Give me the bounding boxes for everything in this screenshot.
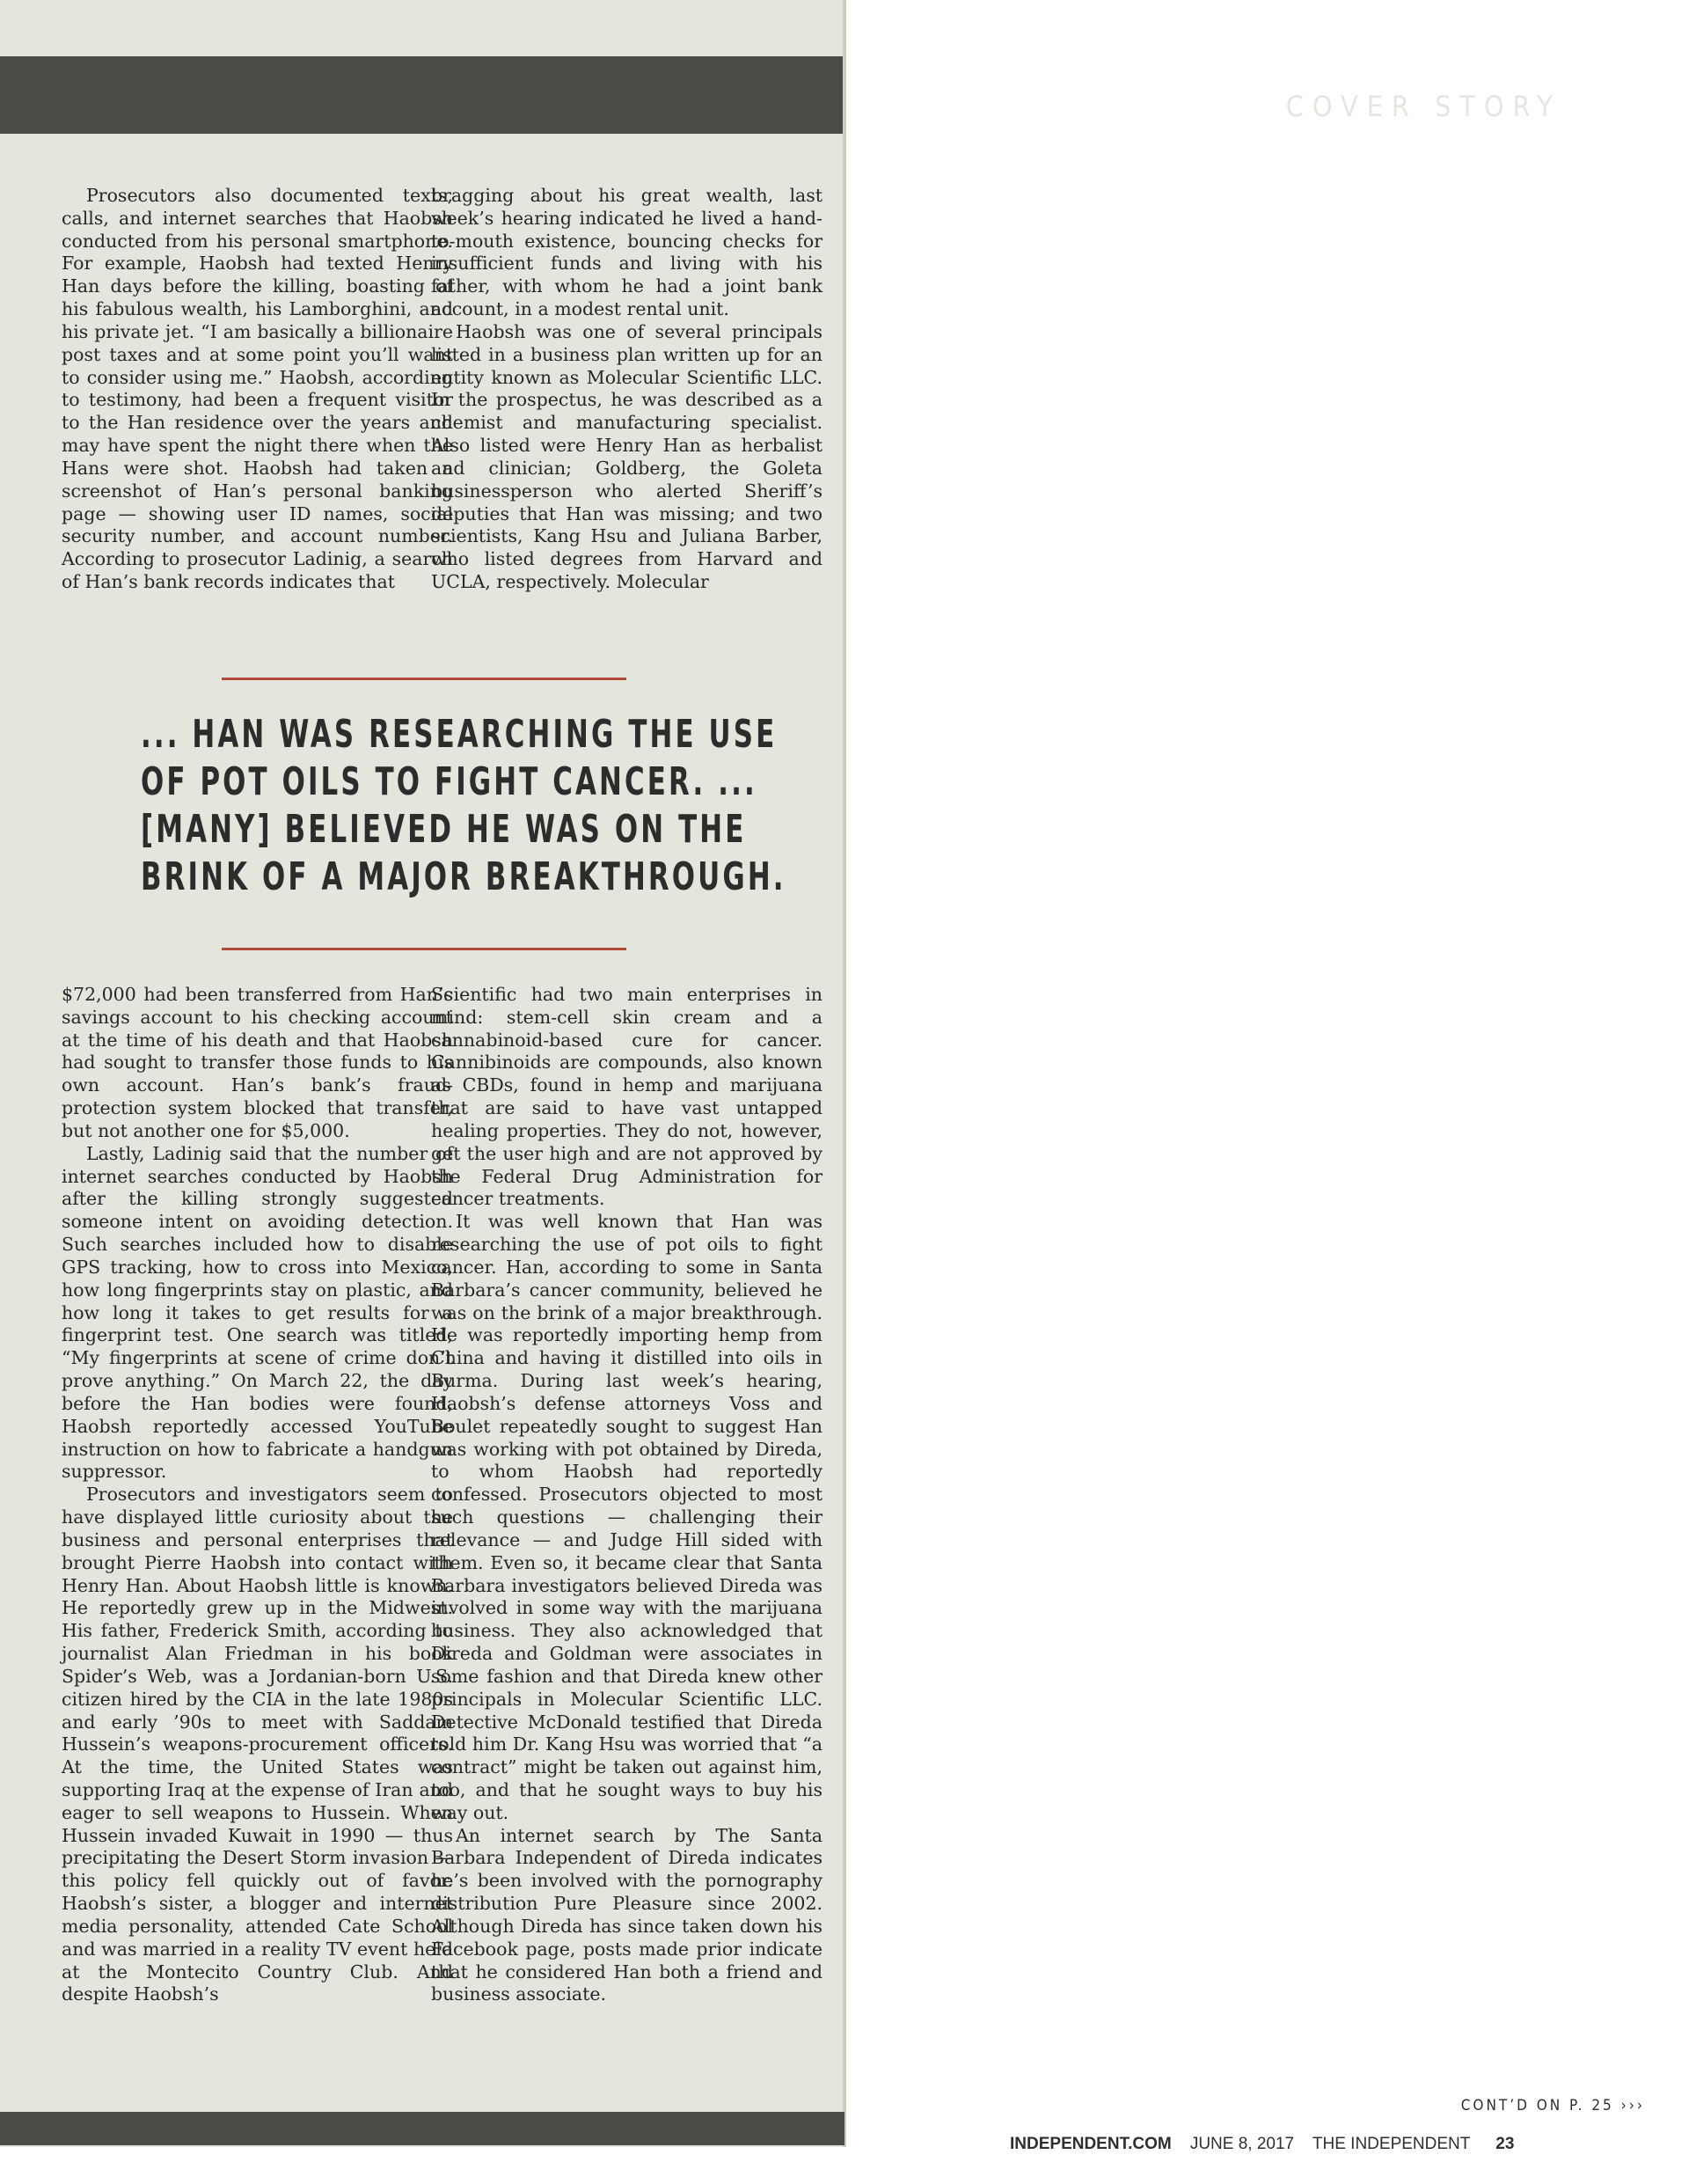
folio-publication: THE INDEPENDENT (1312, 2135, 1471, 2153)
folio-site: INDEPENDENT.COM (1010, 2135, 1172, 2153)
continued-line: CONT’D ON P. 25 ››› (1460, 2097, 1645, 2114)
column-top-left (62, 185, 453, 594)
paragraph: Haobsh was one of several principals listed in a business plan written up for an entity known as Molecular Scientific LLC. In the prospectus, he was described as a chemist and manufacturing specialist. Also listed were Henry Han as herbalist and clinician; Goldberg, the Goleta businessperson who alerted Sheriff’s deputies that Han was missing; and two scientists, Kang Hsu and Juliana Barber, who listed degrees from Harvard and UCLA, respectively. Molecular (431, 320, 823, 593)
pullquote-rule-bottom (222, 948, 626, 950)
footer-bar (0, 2112, 844, 2145)
folio-date: JUNE 8, 2017 (1189, 2135, 1295, 2153)
paragraph: $72,000 had been transferred from Han’s savings account to his checking account at the time of his death and that Haobsh had sought to transfer those funds to his own account. Han’s bank’s fraud-protection system blocked that transfer, but not another one for $5,000. (62, 984, 453, 1141)
pullquote-rule-top (222, 678, 626, 680)
pullquote-line: BRINK OF A MAJOR BREAKTHROUGH. (141, 854, 786, 899)
paragraph: It was well known that Han was researching the use of pot oils to fight cancer. Han, according to some in Santa Barbara’s cancer community, believed he was on the brink of a major breakthrough. He was reportedly importing hemp from China and having it distilled into oils in Burma. During last week’s hearing, Haobsh’s defense attorneys Voss and Boulet repeatedly sought to suggest Han was working with pot obtained by Direda, to whom Haobsh had reportedly confessed. Prosecutors objected to most such questions — challenging their relevance — and Judge Hill sided with them. Even so, it became clear that Santa Barbara investigators believed Direda was involved in some way with the marijuana business. They also acknowledged that Direda and Goldman were associates in some fashion and that Direda knew other principals in Molecular Scientific LLC. Detective McDonald testified that Direda told him Dr. Kang Hsu was worried that “a contract” might be taken out against him, too, and that he sought ways to buy his way out. (431, 1211, 823, 1823)
header-bar (0, 56, 843, 134)
paragraph: Lastly, Ladinig said that the number of internet searches conducted by Haobsh after the killing strongly suggested someone intent on avoiding detection. Such searches included how to disable GPS tracking, how to cross into Mexico, how long fingerprints stay on plastic, and how long it takes to get results for a fingerprint test. One search was titled, “My fingerprints at scene of crime don’t prove anything.” On March 22, the day before the Han bodies were found, Haobsh reportedly accessed YouTube instruction on how to fabricate a handgun suppressor. (62, 1142, 453, 1483)
pullquote-line: ... HAN WAS RESEARCHING THE USE (141, 712, 778, 757)
pullquote (141, 711, 786, 901)
column-top-right (431, 185, 823, 594)
paragraph: Prosecutors also documented texts, calls, and internet searches that Haobsh conducted from his personal smartphone. For example, Haobsh had texted Henry Han days before the killing, boasting of his fabulous wealth, his Lamborghini, and his private jet. “I am basically a billionaire post taxes and at some point you’ll want to consider using me.” Haobsh, according to testimony, had been a frequent visitor to the Han residence over the years and may have spent the night there when the Hans were shot. Haobsh had taken a screenshot of Han’s personal banking page — showing user ID names, social security number, and account number. According to prosecutor Ladinig, a search of Han’s bank records indicates that (62, 185, 453, 593)
folio-page-number: 23 (1495, 2135, 1515, 2153)
paragraph: Prosecutors and investigators seem to have displayed little curiosity about the business and personal enterprises that brought Pierre Haobsh into contact with Henry Han. About Haobsh little is known. He reportedly grew up in the Midwest. His father, Frederick Smith, according to journalist Alan Friedman in his book Spider’s Web, was a Jordanian-born U.S. citizen hired by the CIA in the late 1980s and early ’90s to meet with Saddam Hussein’s weapons-procurement officers. At the time, the United States was supporting Iraq at the expense of Iran and eager to sell weapons to Hussein. When Hussein invaded Kuwait in 1990 — thus precipitating the Desert Storm invasion — this policy fell quickly out of favor. Haobsh’s sister, a blogger and internet media personality, attended Cate School and was married in a reality TV event held at the Montecito Country Club. And despite Haobsh’s (62, 1484, 453, 2005)
paragraph: bragging about his great wealth, last week’s hearing indicated he lived a hand-to-mouth existence, bouncing checks for insufficient funds and living with his father, with whom he had a joint bank account, in a modest rental unit. (431, 185, 823, 320)
paragraph: An internet search by The Santa Barbara Independent of Direda indicates he’s been involved with the pornography distribution Pure Pleasure since 2002. Although Direda has since taken down his Facebook page, posts made prior indicate that he considered Han both a friend and business associate. (431, 1824, 823, 2005)
pullquote-line: OF POT OILS TO FIGHT CANCER. ... (141, 759, 757, 804)
column-bottom-left (62, 984, 453, 2006)
sheet-edge (843, 0, 846, 2147)
column-bottom-right (431, 984, 823, 2006)
pullquote-line: [MANY] BELIEVED HE WAS ON THE (141, 807, 747, 852)
paragraph: Scientific had two main enterprises in mind: stem-cell skin cream and a cannabinoid-based cure for cancer. Cannibinoids are compounds, also known as CBDs, found in hemp and marijuana that are said to have vast untapped healing properties. They do not, however, get the user high and are not approved by the Federal Drug Administration for cancer treatments. (431, 984, 823, 1210)
section-label: COVER STORY (1285, 90, 1561, 123)
folio (1010, 2135, 1514, 2154)
